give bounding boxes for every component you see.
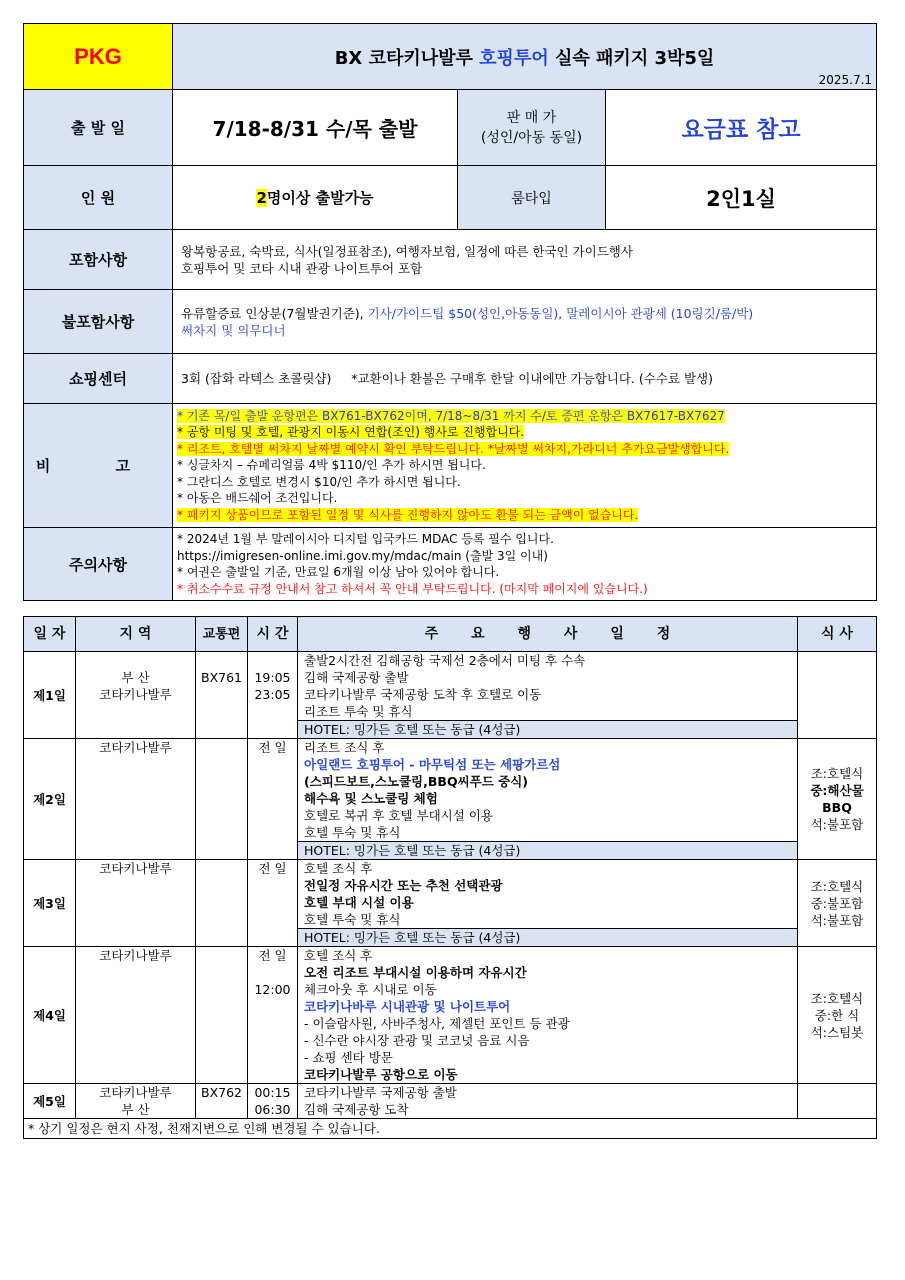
shopping-label: 쇼핑센터 (24, 354, 173, 404)
day-row (24, 652, 877, 739)
day-label: 제2일 (24, 739, 76, 860)
day-meals (798, 1084, 877, 1119)
shopping-value: 3회 (잡화 라텍스 초콜릿샵) *교환이나 환불은 구매후 한달 이내에만 가능합니다. (수수료 발생) (173, 354, 877, 404)
room-label: 룸타입 (458, 166, 606, 230)
day-label: 제3일 (24, 860, 76, 947)
day-region: 코타키나발루 부 산 (76, 1084, 196, 1119)
day-activities: 출발2시간전 김해공항 국제선 2층에서 미팅 후 수속 김해 국제공항 출발 코타키나발루 국제공항 도착 후 호텔로 이동 리조트 투숙 및 휴식 HOTEL: 밍가든 호텔 또는 동급 (4성급) (298, 652, 798, 739)
caution-label: 주의사항 (24, 528, 173, 601)
itinerary-table (23, 616, 877, 1139)
day-label: 제4일 (24, 947, 76, 1084)
day-times: 전 일 (248, 860, 298, 947)
people-value: 2명이상 출발가능 (173, 166, 458, 230)
day-meals: 조:호텔식 중:불포함 석:불포함 (798, 860, 877, 947)
day-activities: 호텔 조식 후 오전 리조트 부대시설 이용하며 자유시간 체크아웃 후 시내로 이동 코타키나바루 시내관광 및 나이트투어 - 이슬람사원, 사바주청사, 제셀턴 포인트 등 관광 - 신수란 야시장 관광 및 코코넛 음료 시음 - 쇼핑 센타 방문 코타키나발루 공항으로 이동 (298, 947, 798, 1084)
issue-date: 2025.7.1 (818, 73, 873, 87)
people-label: 인 원 (24, 166, 173, 230)
day-row (24, 1084, 877, 1119)
day-transport: BX761 (196, 652, 248, 739)
day-activities: 코타키나발루 국제공항 출발 김해 국제공항 도착 (298, 1084, 798, 1119)
itinerary-footnote: * 상기 일정은 현지 사정, 천재지변으로 인해 변경될 수 있습니다. (24, 1119, 877, 1139)
itinerary-header: 일 자 지 역 교통편 시 간 주 요 행 사 일 정 식 사 (24, 617, 877, 652)
hotel-line: HOTEL: 밍가든 호텔 또는 동급 (4성급) (298, 841, 797, 859)
notes-list: * 기존 목/일 출발 운항편은 BX761-BX762이며, 7/18~8/31 까지 수/토 증편 운항은 BX7617-BX7627 * 공항 미팅 및 호텔, 관광지 이동시 연합(조인) 행사로 진행합니다. * 리조트, 호텔별 써차지 날짜별 예약시 확인 부탁드립니다. *날짜별 써차지,가라디너 추가요금발생합니다. * 싱글차지 – 슈페리얼룸 4박 $110/인 추가 하시면 됩니다. * 그란디스 호텔로 변경시 $10/인 추가 하시면 됩니다. * 아동은 배드쉐어 조건입니다. * 패키지 상품이므로 포함된 일정 및 식사를 진행하지 않아도 환불 되는 금액이 없습니다. (173, 404, 877, 528)
day-transport: BX762 (196, 1084, 248, 1119)
title-highlight: 호핑투어 (479, 47, 549, 69)
day-transport (196, 739, 248, 860)
caution-list: * 2024년 1월 부 말레이시아 디지털 입국카드 MDAC 등록 필수 입니다. https://imigresen-online.imi.gov.my/mdac/main (출발 3일 이내) * 여권은 출발일 기준, 만료일 6개월 이상 남아 있어야 합니다. * 취소수수료 규정 안내서 참고 하셔서 꼭 안내 부탁드립니다. (마지막 페이지에 있습니다.) (173, 528, 877, 601)
included-label: 포함사항 (24, 230, 173, 290)
price-value: 요금표 참고 (606, 90, 877, 166)
pkg-badge: PKG (24, 24, 173, 90)
included-list: 왕복항공료, 숙박료, 식사(일정표참조), 여행자보험, 일정에 따른 한국인 가이드행사 호핑투어 및 코타 시내 관광 나이트투어 포함 (173, 230, 877, 290)
day-times: 19:05 23:05 (248, 652, 298, 739)
room-value: 2인1실 (606, 166, 877, 230)
day-row (24, 947, 877, 1084)
day-activities: 리조트 조식 후 아일랜드 호핑투어 - 마무틱섬 또는 세팡가르섬 (스피드보트,스노쿨링,BBQ씨푸드 중식) 해수욕 및 스노쿨링 체험 호텔로 복귀 후 호텔 부대시설 이용 호텔 투숙 및 휴식 HOTEL: 밍가든 호텔 또는 동급 (4성급) (298, 739, 798, 860)
price-label: 판 매 가 (성인/아동 동일) (458, 90, 606, 166)
day-label: 제1일 (24, 652, 76, 739)
notes-label: 비 고 (24, 404, 173, 528)
hotel-line: HOTEL: 밍가든 호텔 또는 동급 (4성급) (298, 720, 797, 738)
day-region: 코타키나발루 (76, 860, 196, 947)
day-row (24, 860, 877, 947)
day-meals: 조:호텔식 중:해산물BBQ 석:불포함 (798, 739, 877, 860)
info-table (23, 23, 877, 601)
day-meals: 조:호텔식 중:한 식 석:스팀봇 (798, 947, 877, 1084)
hotel-line: HOTEL: 밍가든 호텔 또는 동급 (4성급) (298, 928, 797, 946)
page-title: BX 코타키나발루 호핑투어 실속 패키지 3박5일 2025.7.1 (173, 24, 877, 90)
day-transport (196, 947, 248, 1084)
departure-label: 출 발 일 (24, 90, 173, 166)
departure-value: 7/18-8/31 수/목 출발 (173, 90, 458, 166)
day-meals (798, 652, 877, 739)
day-times: 전 일 (248, 739, 298, 860)
day-row (24, 739, 877, 860)
day-region: 코타키나발루 (76, 947, 196, 1084)
day-region: 부 산 코타키나발루 (76, 652, 196, 739)
day-times: 00:15 06:30 (248, 1084, 298, 1119)
day-activities: 호텔 조식 후 전일정 자유시간 또는 추천 선택관광 호텔 부대 시설 이용 호텔 투숙 및 휴식 HOTEL: 밍가든 호텔 또는 동급 (4성급) (298, 860, 798, 947)
day-transport (196, 860, 248, 947)
day-label: 제5일 (24, 1084, 76, 1119)
day-times: 전 일 12:00 (248, 947, 298, 1084)
day-region: 코타키나발루 (76, 739, 196, 860)
excluded-list: 유류할증료 인상분(7월발권기준), 기사/가이드팁 $50(성인,아동동일), 말레이시아 관광세 (10링깃/룸/박) 써차지 및 의무디너 (173, 290, 877, 354)
excluded-label: 불포함사항 (24, 290, 173, 354)
